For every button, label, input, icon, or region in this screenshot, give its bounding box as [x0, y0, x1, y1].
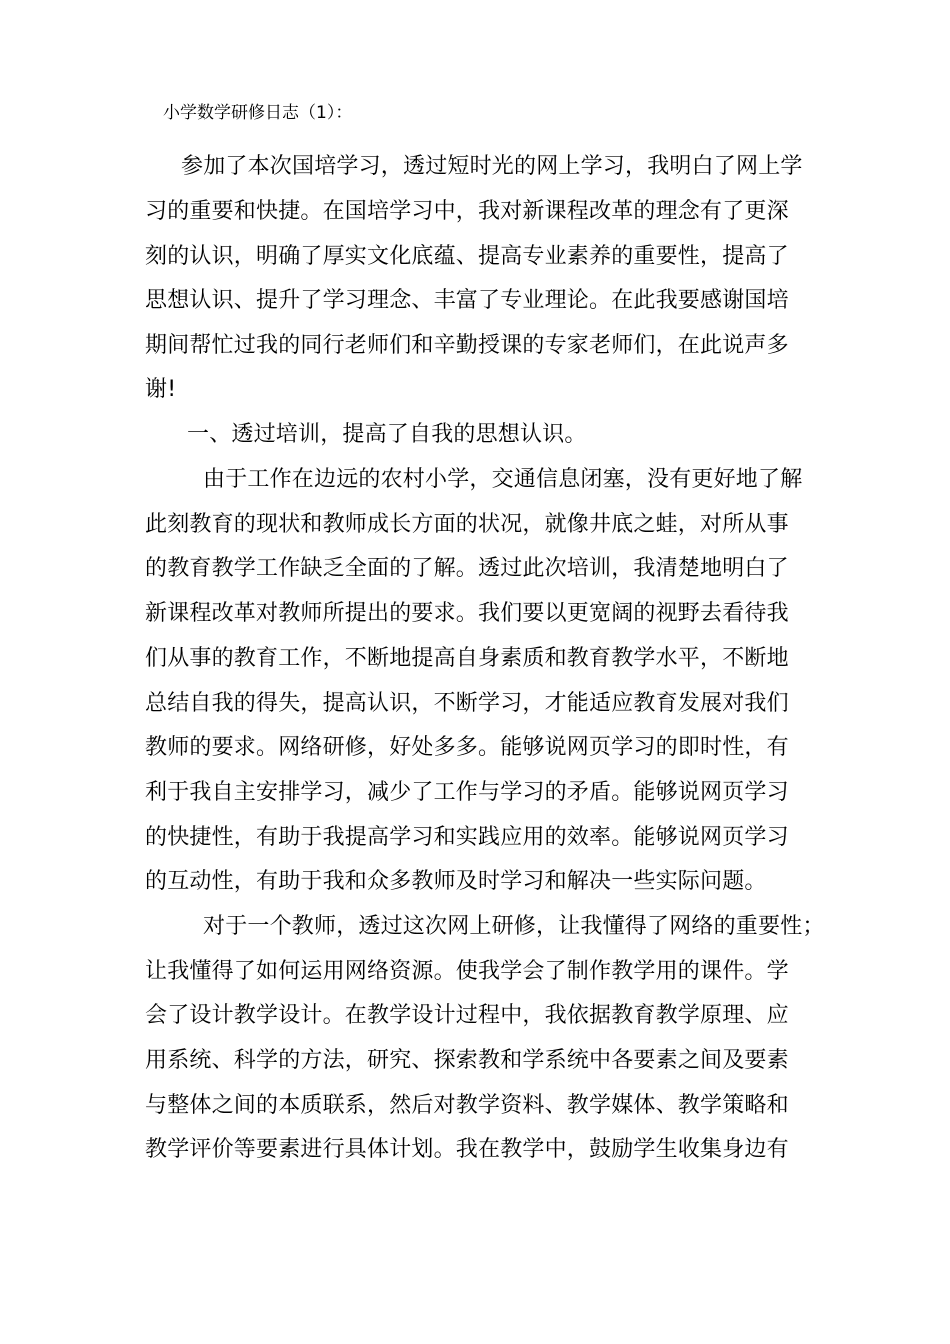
paragraph-line: 谢!	[145, 377, 177, 402]
paragraph-line: 与整体之间的本质联系，然后对教学资料、教学媒体、教学策略和	[145, 1093, 789, 1118]
paragraph-line: 们从事的教育工作，不断地提高自身素质和教育教学水平，不断地	[145, 646, 789, 671]
paragraph-line: 教师的要求。网络研修，好处多多。能够说网页学习的即时性，有	[145, 735, 789, 760]
paragraph-line: 习的重要和快捷。在国培学习中，我对新课程改革的理念有了更深	[145, 199, 789, 224]
paragraph-line: 会了设计教学设计。在教学设计过程中，我依据教育教学原理、应	[145, 1003, 789, 1028]
paragraph-line: 用系统、科学的方法，研究、探索教和学系统中各要素之间及要素	[145, 1048, 789, 1073]
paragraph-line: 参加了本次国培学习，透过短时光的网上学习，我明白了网上学	[181, 154, 803, 179]
paragraph-line: 的快捷性，有助于我提高学习和实践应用的效率。能够说网页学习	[145, 825, 789, 850]
section-heading: 一、透过培训，提高了自我的思想认识。	[187, 422, 587, 447]
paragraph-line: 的教育教学工作缺乏全面的了解。透过此次培训，我清楚地明白了	[145, 556, 789, 581]
paragraph-line: 期间帮忙过我的同行老师们和辛勤授课的专家老师们，在此说声多	[145, 333, 789, 358]
paragraph-line: 刻的认识，明确了厚实文化底蕴、提高专业素养的重要性，提高了	[145, 244, 789, 269]
paragraph-line: 由于工作在边远的农村小学，交通信息闭塞，没有更好地了解	[203, 467, 803, 492]
paragraph-line: 利于我自主安排学习，减少了工作与学习的矛盾。能够说网页学习	[145, 780, 789, 805]
paragraph-line: 教学评价等要素进行具体计划。我在教学中，鼓励学生收集身边有	[145, 1137, 789, 1162]
paragraph-line: 此刻教育的现状和教师成长方面的状况，就像井底之蛙，对所从事	[145, 512, 789, 537]
document-title: 小学数学研修日志（1）：	[163, 103, 353, 123]
paragraph-line: 的互动性，有助于我和众多教师及时学习和解决一些实际问题。	[145, 869, 767, 894]
paragraph-line: 让我懂得了如何运用网络资源。使我学会了制作教学用的课件。学	[145, 959, 789, 984]
paragraph-line: 新课程改革对教师所提出的要求。我们要以更宽阔的视野去看待我	[145, 601, 789, 626]
paragraph-line: 对于一个教师，透过这次网上研修，让我懂得了网络的重要性；	[203, 914, 825, 939]
paragraph-line: 思想认识、提升了学习理念、丰富了专业理论。在此我要感谢国培	[145, 288, 789, 313]
paragraph-line: 总结自我的得失，提高认识，不断学习，才能适应教育发展对我们	[145, 691, 789, 716]
